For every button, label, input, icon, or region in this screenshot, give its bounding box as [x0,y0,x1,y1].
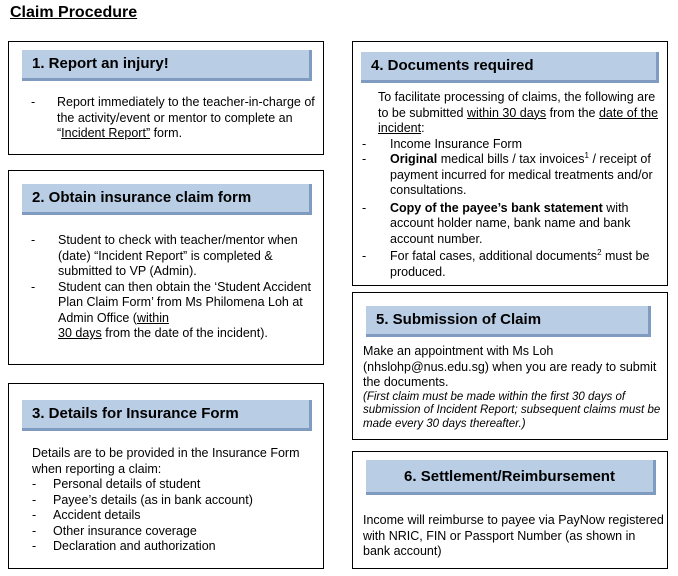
section-report-injury [8,41,324,155]
section-1-heading: 1. Report an injury! [22,50,312,81]
obtain-text: Student can then obtain the ‘Student Accident Plan Claim Form’ from Ms Philomena Loh at Admin Office ( [58,279,311,325]
documents-intro [362,90,664,137]
detail-item: Personal details of student [53,477,201,491]
section-obtain-claim-form [8,170,324,365]
doc-item: Income Insurance Form [390,136,522,151]
dash: - [32,477,37,491]
dash: - [32,508,37,522]
footnote-1: 1 [584,150,589,160]
list-item [362,152,664,199]
list-item [32,493,320,509]
details-intro: Details are to be provided in the Insurance Form when reporting a claim: [32,446,300,476]
list-item [32,524,320,540]
obtain-text-end: from the date of the incident). [101,326,268,340]
dash: - [362,152,367,166]
list-item [362,249,664,280]
doc-item: For fatal cases, additional documents [390,249,598,263]
dash: - [32,492,37,507]
intro-text-mid: from the [546,105,599,120]
bank-statement-text: Copy of the payee’s bank statement [390,200,603,215]
list-item [362,201,664,248]
incident-report-link-text: Incident Report” [61,126,151,140]
list-item [32,477,320,493]
dash: - [362,136,367,151]
list-item [31,233,321,280]
date-of-incident-text: date of the incident [378,105,659,135]
dash: - [362,249,367,263]
within-30-days-text: within 30 days [466,105,547,120]
detail-item: Other insurance coverage [53,523,197,538]
doc-item: medical bills / tax invoices [437,152,585,166]
submission-text: Make an appointment with Ms Loh (nhslohp@nus.edu.sg) when you are ready to submit the documents. [363,344,657,389]
detail-item: Payee’s details (as in bank account) [53,492,253,507]
submission-note: (First claim must be made within the first 30 days of submission of Incident Report; subsequent claims must be made every 30 days thereafter.) [363,390,661,430]
within-text: within [136,310,169,325]
intro-text: To facilitate processing of claims, the following are to be submitted [378,90,656,120]
settlement-text: Income will reimburse to payee via PayNow registered with NRIC, FIN or Passport Number (as shown in bank account) [363,513,664,558]
dash: - [31,279,36,294]
section-2-heading: 2. Obtain insurance claim form [22,184,312,215]
doc-item-end: / receipt of payment incurred for medical treatments and/or consultations. [390,152,653,197]
section-submission-of-claim [352,292,668,440]
list-item [31,280,321,342]
section-details-insurance-form [8,383,324,569]
list-item [362,137,664,153]
detail-item: Accident details [53,508,141,522]
list-item [31,95,319,142]
section-documents-required [352,41,668,286]
section-settlement-reimbursement [352,451,668,569]
section-4-heading: 4. Documents required [361,52,659,83]
dash: - [32,539,37,553]
check-text: Student to check with teacher/mentor when (date) “Incident Report” is completed & submitted to VP (Admin). [58,233,298,278]
section-6-heading: 6. Settlement/Reimbursement [366,460,656,495]
report-text: Report immediately to the teacher-in-charge of the activity/event or mentor to complete an “ [57,95,315,140]
list-item [32,539,320,555]
section-5-heading: 5. Submission of Claim [366,306,651,337]
footnote-2: 2 [597,247,602,257]
list-item [32,508,320,524]
section-3-heading: 3. Details for Insurance Form [22,400,312,431]
dash: - [362,200,367,215]
dash: - [32,523,37,538]
doc-item-end: must be produced. [390,249,650,279]
dash: - [31,233,36,247]
intro-text-end: : [421,121,425,135]
detail-item: Declaration and authorization [53,539,216,553]
original-text: Original [390,152,438,166]
page-title: Claim Procedure [10,4,138,21]
doc-item: with account holder name, bank name and bank account number. [390,200,631,246]
thirty-days-text: 30 days [58,326,102,340]
dash: - [31,95,36,109]
report-text-end: form. [150,126,183,140]
